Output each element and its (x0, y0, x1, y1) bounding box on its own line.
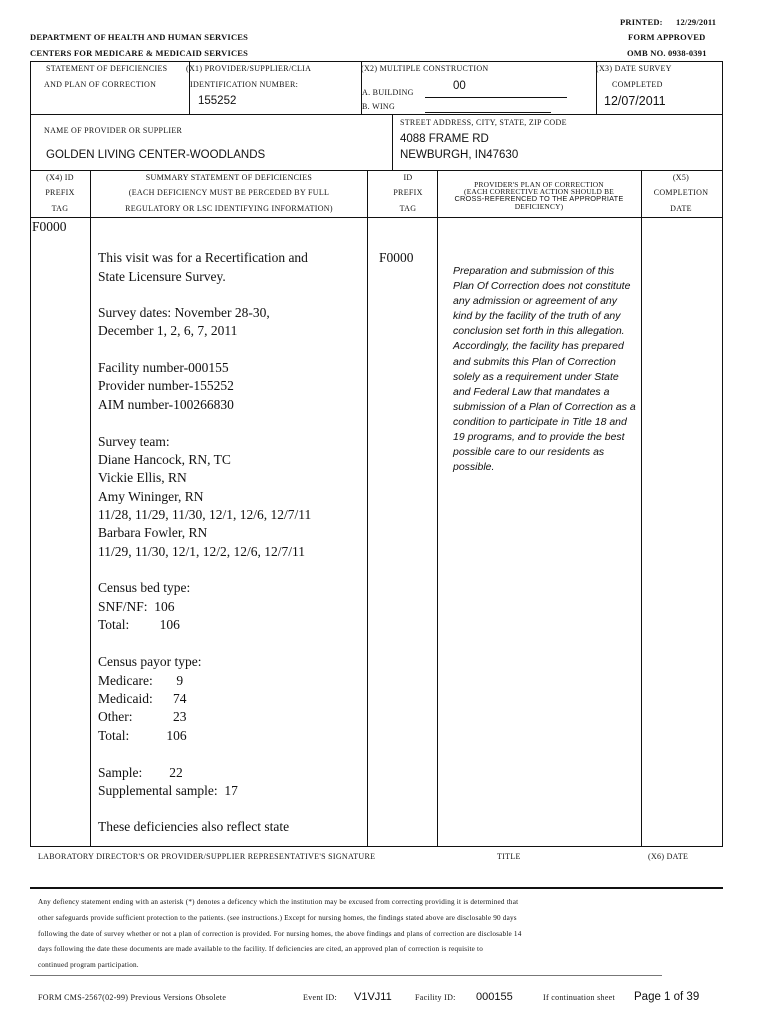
summary-line: Medicare: 9 (98, 673, 184, 688)
x1-sublabel: IDENTIFICATION NUMBER: (190, 80, 299, 89)
provider-name: GOLDEN LIVING CENTER-WOODLANDS (46, 149, 266, 161)
summary-line: Sample: 22 (98, 765, 183, 780)
id-heading-2: PREFIX (393, 188, 423, 197)
summary-line: AIM number-100266830 (98, 397, 234, 412)
summary-line: 11/29, 11/30, 12/1, 12/2, 12/6, 12/7/11 (98, 544, 306, 559)
disclaimer-line: other safeguards provide sufficient protection to the patients. (see instructions.) Except for nursing homes, the findings stated above are disclosable 90 days (38, 914, 517, 922)
address-city: NEWBURGH, IN47630 (400, 149, 519, 161)
summary-line: Census bed type: (98, 580, 191, 595)
x4-heading-2: PREFIX (45, 188, 75, 197)
id-heading-1: ID (403, 173, 413, 182)
address-label: STREET ADDRESS, CITY, STATE, ZIP CODE (400, 118, 567, 127)
title-label: TITLE (497, 852, 521, 861)
agency-line2: CENTERS FOR MEDICARE & MEDICAID SERVICES (30, 48, 249, 58)
summary-line: This visit was for a Recertification and (98, 250, 308, 265)
omb-number: OMB NO. 0938-0391 (627, 48, 707, 58)
summary-line: Amy Wininger, RN (98, 489, 204, 504)
summary-line: Diane Hancock, RN, TC (98, 452, 231, 467)
provider-number: 155252 (198, 95, 237, 107)
facility-id-value: 000155 (476, 991, 513, 1003)
disclaimer-line: days following the date these documents are made available to the facility. If deficiencies are cited, an approved plan of correction is requisite to (38, 945, 484, 953)
statement-line2: AND PLAN OF CORRECTION (44, 80, 157, 89)
summary-line: Other: 23 (98, 709, 187, 724)
summary-line: 11/28, 11/29, 11/30, 12/1, 12/6, 12/7/11 (98, 507, 312, 522)
summary-heading-3: REGULATORY OR LSC IDENTIFYING INFORMATION) (125, 204, 333, 213)
x4-heading-1: (X4) ID (46, 173, 74, 182)
x3-sublabel: COMPLETED (612, 80, 663, 89)
disclaimer-line: Any defiency statement ending with an asterisk (*) denotes a deficency which the institution may be excused from correcting providing it is determined that (38, 898, 519, 906)
id-heading-3: TAG (399, 204, 417, 213)
summary-heading-1: SUMMARY STATEMENT OF DEFICIENCIES (145, 173, 313, 182)
summary-line: Facility number-000155 (98, 360, 229, 375)
summary-line: December 1, 2, 6, 7, 2011 (98, 323, 238, 338)
deficiency-tag-left: F0000 (32, 219, 67, 234)
summary-line: SNF/NF: 106 (98, 599, 175, 614)
building-value: 00 (453, 80, 466, 92)
continuation-label: If continuation sheet (543, 993, 616, 1002)
signature-label: LABORATORY DIRECTOR'S OR PROVIDER/SUPPLIER REPRESENTATIVE'S SIGNATURE (38, 852, 376, 861)
form-number: FORM CMS-2567(02-99) Previous Versions Obsolete (38, 993, 227, 1002)
summary-line: State Licensure Survey. (98, 269, 226, 284)
x3-label: (X3) DATE SURVEY (596, 64, 672, 73)
x1-label: (X1) PROVIDER/SUPPLIER/CLIA (186, 64, 312, 73)
plan-heading-1: PROVIDER'S PLAN OF CORRECTION (474, 180, 604, 189)
x4-heading-3: TAG (51, 204, 69, 213)
building-label: A. BUILDING (362, 88, 414, 97)
summary-line: Survey team: (98, 434, 170, 449)
summary-line: These deficiencies also reflect state (98, 819, 290, 834)
summary-line: Vickie Ellis, RN (98, 470, 187, 485)
address-street: 4088 FRAME RD (400, 133, 489, 145)
facility-id-label: Facility ID: (415, 993, 456, 1002)
disclaimer-line: continued program participation. (38, 961, 139, 969)
wing-label: B. WING (362, 102, 396, 111)
printed-date: 12/29/2011 (676, 17, 717, 27)
plan-heading-2: (EACH CORRECTIVE ACTION SHOULD BE (464, 187, 614, 196)
disclaimer-line: following the date of survey whether or not a plan of correction is provided. For nursing homes, the above findings and plans of correction are disclosable 14 (38, 930, 522, 938)
plan-heading-4: DEFICIENCY) (514, 202, 564, 211)
x2-label: (X2) MULTIPLE CONSTRUCTION (361, 64, 489, 73)
agency-line1: DEPARTMENT OF HEALTH AND HUMAN SERVICES (30, 32, 249, 42)
page-number: Page 1 of 39 (634, 991, 700, 1003)
statement-line1: STATEMENT OF DEFICIENCIES (46, 64, 168, 73)
summary-line: Census payor type: (98, 654, 202, 669)
plan-heading-3: CROSS-REFERENCED TO THE APPROPRIATE (454, 194, 624, 203)
event-id-value: V1VJ11 (354, 991, 392, 1003)
x5-heading-3: DATE (670, 204, 692, 213)
summary-line: Supplemental sample: 17 (98, 783, 238, 798)
printed-label: PRINTED: (620, 17, 663, 27)
summary-line: Survey dates: November 28-30, (98, 305, 270, 320)
deficiency-tag-right: F0000 (379, 250, 414, 265)
survey-completed-date: 12/07/2011 (604, 94, 666, 108)
plan-of-correction-text: Preparation and submission of this Plan Of Correction does not constitute any admission or agreement of any kind by the facility of the truth of any conclusion set forth in this allegation. Accordingly, the facility has prepared and submits this Plan of Correction solely as a requirement under State and Federal Law that mandates a submission of a Plan of Correction as a condition to participate in Title 18 and 19 programs, and to provide the best possible care to our residents as possible. (453, 265, 636, 474)
summary-line: Barbara Fowler, RN (98, 525, 208, 540)
provider-label: NAME OF PROVIDER OR SUPPLIER (44, 126, 183, 135)
summary-line: Total: 106 (98, 728, 187, 743)
form-approved: FORM APPROVED (628, 32, 706, 42)
summary-line: Medicaid: 74 (98, 691, 187, 706)
x5-heading-1: (X5) (672, 173, 690, 182)
date-label: (X6) DATE (648, 852, 689, 861)
event-id-label: Event ID: (303, 993, 338, 1002)
summary-line: Total: 106 (98, 617, 180, 632)
summary-line: Provider number-155252 (98, 378, 234, 393)
summary-heading-2: (EACH DEFICIENCY MUST BE PERCEDED BY FULL (128, 188, 330, 197)
x5-heading-2: COMPLETION (653, 188, 709, 197)
